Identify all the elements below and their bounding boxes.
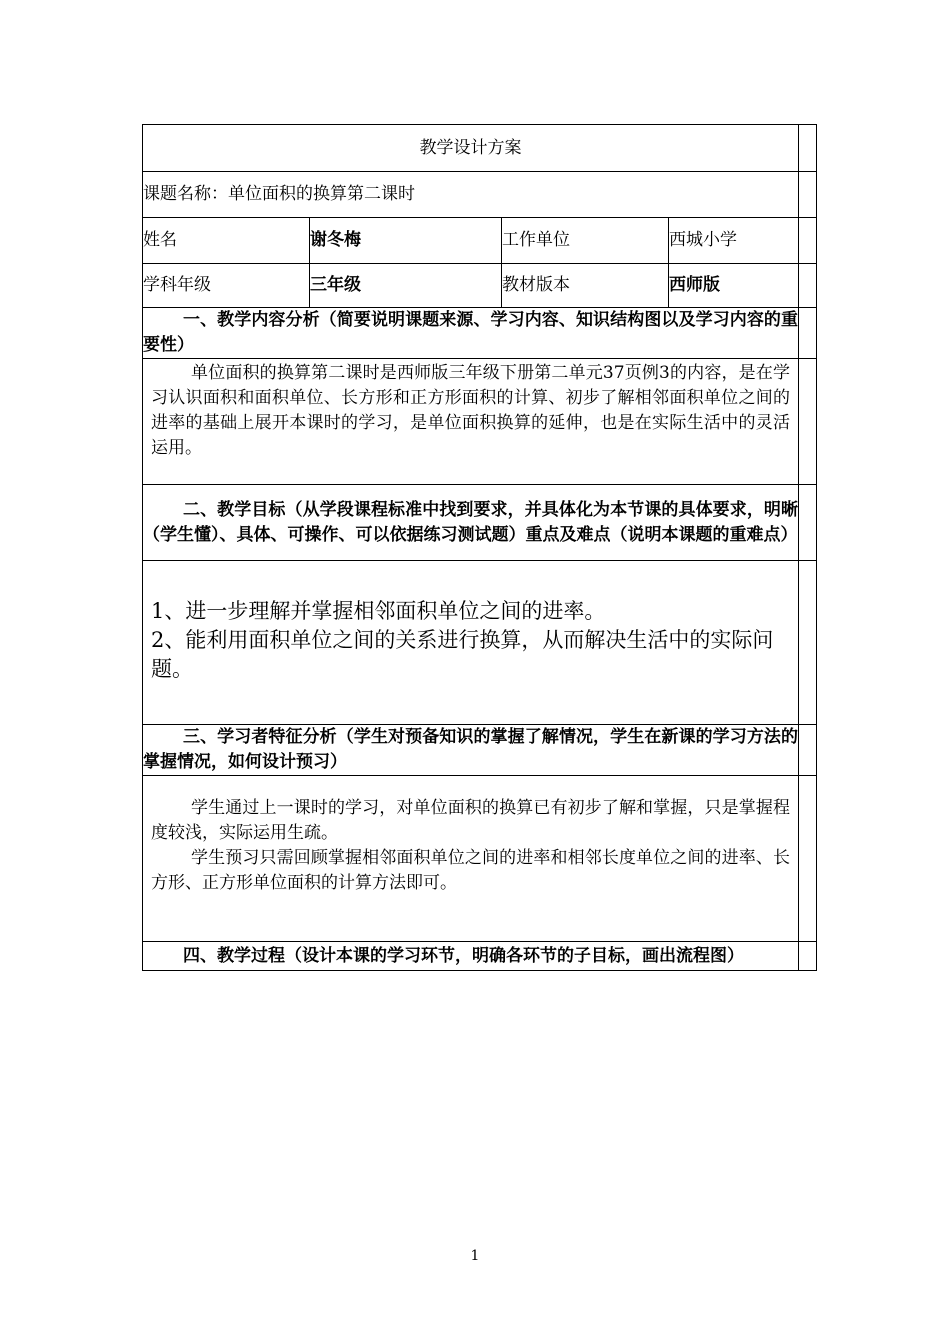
title-row <box>143 125 817 172</box>
teacher-name: 谢冬梅 <box>310 218 502 264</box>
textbook-version-label: 教材版本 <box>502 264 669 308</box>
goal-item: 2、能利用面积单位之间的关系进行换算，从而解决生活中的实际问题。 <box>151 628 774 681</box>
section2-heading-row <box>143 485 817 561</box>
section2-body-cell <box>143 561 799 725</box>
section3-body-row <box>143 776 817 942</box>
goals-list <box>143 597 798 684</box>
goal-item: 1、进一步理解并掌握相邻面积单位之间的进率。 <box>151 599 606 623</box>
margin-cell <box>799 725 817 776</box>
section1-body: 单位面积的换算第二课时是西师版三年级下册第二单元37页例3的内容，是在学习认识面积和面积单位、长方形和正方形面积的计算、初步了解相邻面积单位之间的进率的基础上展开本课时的学习，是单位面积换算的延伸，也是在实际生活中的灵活运用。 <box>151 363 790 458</box>
section2-body-row <box>143 561 817 725</box>
section4-heading-row <box>143 942 817 971</box>
info-row-1 <box>143 218 817 264</box>
subject-grade-value: 三年级 <box>310 264 502 308</box>
info-row-2 <box>143 264 817 308</box>
section1-heading: 一、教学内容分析（简要说明课题来源、学习内容、知识结构图以及学习内容的重要性） <box>143 308 799 359</box>
section3-heading: 三、学习者特征分析（学生对预备知识的掌握了解情况，学生在新课的学习方法的掌握情况，如何设计预习） <box>143 725 799 776</box>
margin-cell <box>799 125 817 172</box>
page-number: 1 <box>470 1248 480 1264</box>
textbook-version-value: 西师版 <box>669 264 799 308</box>
margin-cell <box>799 172 817 218</box>
name-label: 姓名 <box>143 218 310 264</box>
section1-heading-row <box>143 308 817 359</box>
plan-title: 教学设计方案 <box>143 125 799 172</box>
margin-cell <box>799 264 817 308</box>
work-unit-label: 工作单位 <box>502 218 669 264</box>
topic-name: 课题名称：单位面积的换算第二课时 <box>143 172 799 218</box>
subject-grade-label: 学科年级 <box>143 264 310 308</box>
margin-cell <box>799 776 817 942</box>
lesson-plan-table <box>142 124 817 971</box>
margin-cell <box>799 308 817 359</box>
section3-paragraph: 学生预习只需回顾掌握相邻面积单位之间的进率和相邻长度单位之间的进率、长方形、正方形单位面积的计算方法即可。 <box>151 848 790 893</box>
section3-body-cell <box>143 776 799 942</box>
margin-cell <box>799 942 817 971</box>
section3-paragraph: 学生通过上一课时的学习，对单位面积的换算已有初步了解和掌握，只是掌握程度较浅，实际运用生疏。 <box>151 798 790 843</box>
section1-body-row <box>143 359 817 485</box>
section3-heading-row <box>143 725 817 776</box>
section1-body-cell <box>143 359 799 485</box>
margin-cell <box>799 359 817 485</box>
section2-heading: 二、教学目标（从学段课程标准中找到要求，并具体化为本节课的具体要求，明晰（学生懂）、具体、可操作、可以依据练习测试题）重点及难点（说明本课题的重难点） <box>143 485 799 561</box>
topic-row <box>143 172 817 218</box>
margin-cell <box>799 485 817 561</box>
work-unit-value: 西城小学 <box>669 218 799 264</box>
margin-cell <box>799 218 817 264</box>
section4-heading: 四、教学过程（设计本课的学习环节，明确各环节的子目标，画出流程图） <box>143 942 799 971</box>
margin-cell <box>799 561 817 725</box>
